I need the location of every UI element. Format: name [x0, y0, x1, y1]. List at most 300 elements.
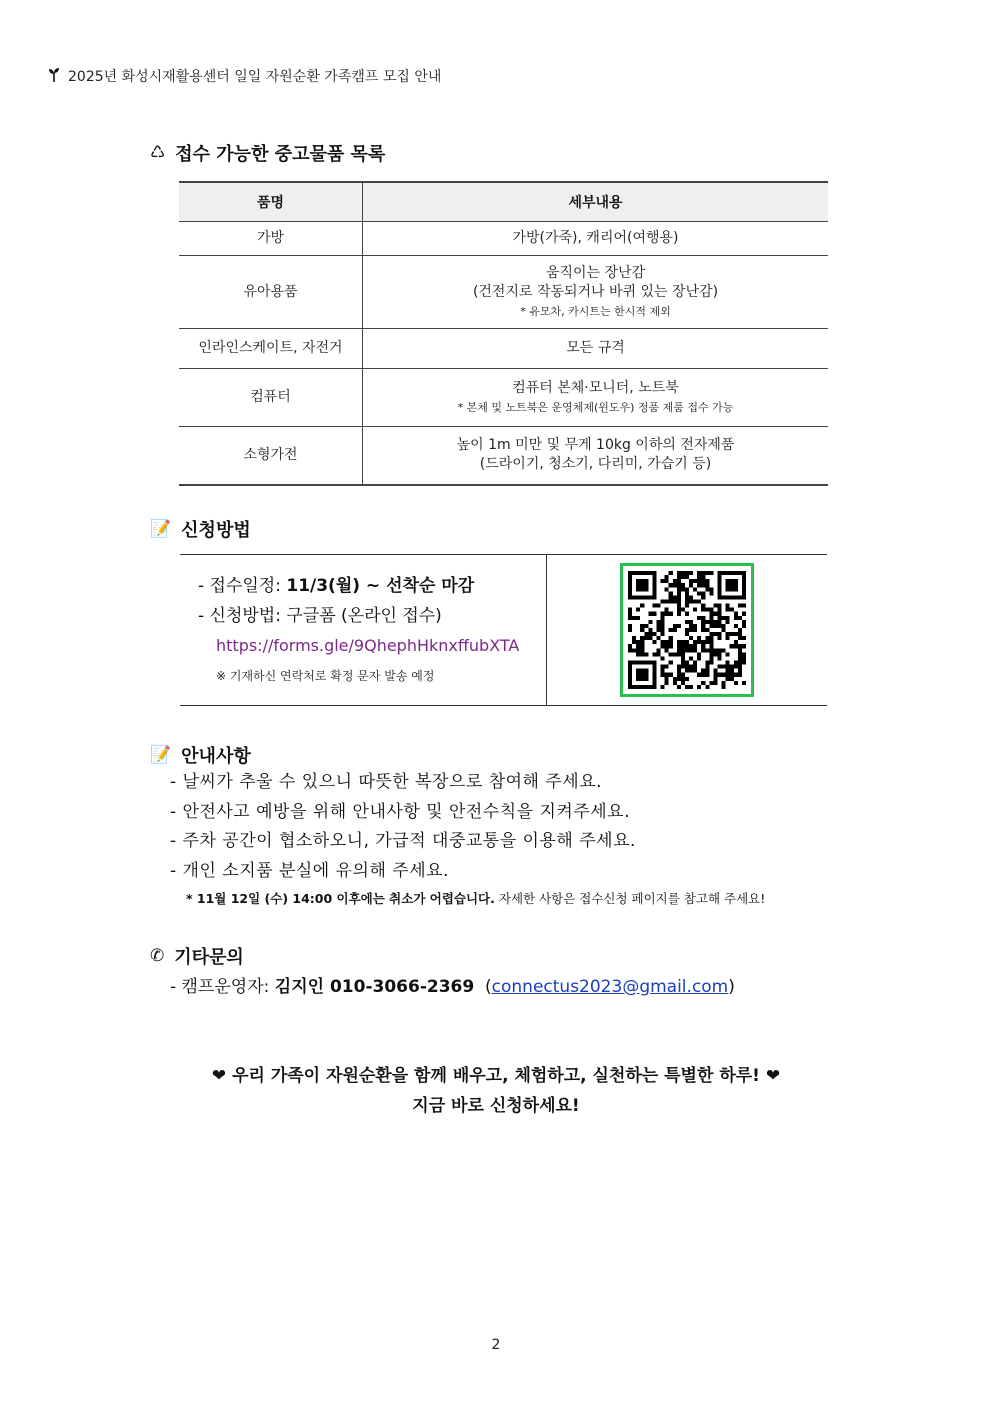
- qr-module: [742, 575, 746, 579]
- document-header: [48, 66, 441, 86]
- qr-module: [697, 636, 701, 640]
- qr-module: [726, 571, 730, 575]
- qr-module: [677, 685, 681, 689]
- qr-module: [689, 648, 693, 652]
- qr-module: [742, 620, 746, 624]
- qr-module: [718, 624, 722, 628]
- qr-module: [697, 685, 701, 689]
- qr-module: [677, 579, 681, 583]
- qr-module: [656, 648, 660, 652]
- qr-module: [701, 604, 705, 608]
- qr-module: [677, 648, 681, 652]
- qr-module: [636, 640, 640, 644]
- qr-module: [656, 636, 660, 640]
- qr-module: [738, 673, 742, 677]
- qr-module: [636, 648, 640, 652]
- qr-module: [685, 632, 689, 636]
- qr-module: [648, 632, 652, 636]
- qr-module: [742, 583, 746, 587]
- qr-module: [722, 681, 726, 685]
- qr-module: [689, 583, 693, 587]
- qr-module: [697, 656, 701, 660]
- qr-module: [738, 652, 742, 656]
- qr-module: [644, 652, 648, 656]
- qr-module: [677, 587, 681, 591]
- qr-module: [665, 579, 669, 583]
- qr-module: [685, 669, 689, 673]
- qr-module: [689, 624, 693, 628]
- qr-module: [689, 665, 693, 669]
- qr-module: [718, 652, 722, 656]
- qr-module: [738, 571, 742, 575]
- qr-module: [652, 669, 656, 673]
- qr-module: [681, 575, 685, 579]
- qr-module: [665, 587, 669, 591]
- items-table-header: [179, 182, 828, 222]
- qr-module: [640, 661, 644, 665]
- table-row: [179, 427, 828, 485]
- qr-module: [697, 591, 701, 595]
- qr-module: [701, 640, 705, 644]
- qr-module: [697, 640, 701, 644]
- qr-module: [734, 595, 738, 599]
- qr-module: [685, 587, 689, 591]
- qr-module: [652, 571, 656, 575]
- qr-module: [697, 599, 701, 603]
- apply-box: [180, 554, 827, 706]
- detail-line: 움직이는 장난감: [545, 264, 646, 281]
- qr-module: [628, 608, 632, 612]
- qr-module: [697, 652, 701, 656]
- qr-module: [713, 669, 717, 673]
- qr-module: [685, 685, 689, 689]
- qr-module: [669, 644, 673, 648]
- qr-module: [628, 669, 632, 673]
- qr-module: [730, 579, 734, 583]
- qr-module: [722, 616, 726, 620]
- qr-module: [726, 583, 730, 587]
- qr-module: [681, 583, 685, 587]
- qr-module: [738, 661, 742, 665]
- qr-module: [661, 612, 665, 616]
- qr-module: [628, 575, 632, 579]
- qr-module: [701, 648, 705, 652]
- qr-module: [652, 685, 656, 689]
- qr-module: [734, 612, 738, 616]
- qr-module: [681, 673, 685, 677]
- qr-module: [705, 685, 709, 689]
- qr-module: [648, 628, 652, 632]
- notice-section-title: [150, 742, 251, 768]
- qr-module: [701, 673, 705, 677]
- qr-module: [689, 571, 693, 575]
- apply-method: - 신청방법: 구글폼 (온라인 접수): [198, 606, 442, 626]
- qr-module: [640, 677, 644, 681]
- qr-module: [722, 571, 726, 575]
- qr-module: [722, 595, 726, 599]
- qr-module: [640, 604, 644, 608]
- qr-module: [681, 648, 685, 652]
- recycle-icon: ♺: [150, 143, 166, 163]
- qr-module: [665, 677, 669, 681]
- qr-module: [644, 661, 648, 665]
- qr-module: [656, 652, 660, 656]
- qr-module: [742, 644, 746, 648]
- cancel-notice: [186, 889, 765, 907]
- qr-module: [677, 595, 681, 599]
- qr-module: [628, 665, 632, 669]
- qr-module: [628, 571, 632, 575]
- qr-module: [705, 661, 709, 665]
- qr-module: [734, 673, 738, 677]
- qr-module: [689, 685, 693, 689]
- qr-module: [681, 677, 685, 681]
- qr-module: [701, 644, 705, 648]
- qr-module: [726, 677, 730, 681]
- qr-module: [718, 648, 722, 652]
- qr-module: [632, 571, 636, 575]
- qr-module: [709, 648, 713, 652]
- qr-module: [685, 640, 689, 644]
- qr-module: [681, 661, 685, 665]
- qr-module: [636, 673, 640, 677]
- qr-module: [693, 648, 697, 652]
- qr-module: [677, 652, 681, 656]
- qr-module: [742, 587, 746, 591]
- qr-module: [693, 608, 697, 612]
- qr-module: [730, 595, 734, 599]
- contact-email-link[interactable]: connectus2023@gmail.com: [491, 977, 729, 997]
- qr-module: [742, 571, 746, 575]
- qr-module: [742, 595, 746, 599]
- schedule-value: 11/3(월) ~ 선착순 마감: [286, 576, 475, 596]
- qr-module: [689, 628, 693, 632]
- qr-module: [730, 608, 734, 612]
- qr-module: [632, 640, 636, 644]
- qr-module: [697, 616, 701, 620]
- qr-module: [718, 591, 722, 595]
- qr-module: [661, 579, 665, 583]
- qr-module: [636, 644, 640, 648]
- qr-module: [665, 608, 669, 612]
- qr-module: [636, 595, 640, 599]
- qr-module: [722, 648, 726, 652]
- qr-module: [709, 681, 713, 685]
- qr-module: [713, 652, 717, 656]
- qr-module: [689, 644, 693, 648]
- qr-module: [669, 628, 673, 632]
- qr-module: [701, 628, 705, 632]
- qr-module: [742, 681, 746, 685]
- table-row: [179, 256, 828, 329]
- qr-module: [734, 661, 738, 665]
- qr-module: [742, 604, 746, 608]
- qr-module: [701, 669, 705, 673]
- qr-module: [709, 652, 713, 656]
- qr-module: [742, 624, 746, 628]
- qr-module: [648, 685, 652, 689]
- qr-module: [661, 628, 665, 632]
- qr-module: [705, 673, 709, 677]
- qr-module: [640, 644, 644, 648]
- qr-module: [701, 624, 705, 628]
- qr-module: [726, 665, 730, 669]
- qr-module: [726, 579, 730, 583]
- qr-module: [677, 669, 681, 673]
- qr-module: [705, 620, 709, 624]
- qr-module: [673, 583, 677, 587]
- qr-module: [665, 673, 669, 677]
- contact-line: - 캠프운영자: 김지인 010-3066-2369 (connectus2023@gmail.com): [170, 977, 735, 997]
- qr-module: [726, 669, 730, 673]
- qr-module: [669, 595, 673, 599]
- detail-line: (드라이기, 청소기, 다리미, 가습기 등): [479, 456, 712, 473]
- qr-code-image: [628, 571, 746, 689]
- qr-module: [628, 681, 632, 685]
- qr-module: [661, 644, 665, 648]
- qr-module: [665, 644, 669, 648]
- qr-module: [628, 591, 632, 595]
- qr-module: [738, 632, 742, 636]
- qr-module: [693, 587, 697, 591]
- qr-module: [705, 579, 709, 583]
- list-item: - 날씨가 추울 수 있으니 따뜻한 복장으로 참여해 주세요.: [170, 772, 603, 792]
- qr-module: [636, 669, 640, 673]
- qr-module: [628, 583, 632, 587]
- qr-module: [693, 669, 697, 673]
- qr-module: [718, 612, 722, 616]
- qr-module: [644, 673, 648, 677]
- qr-module: [640, 640, 644, 644]
- qr-module: [652, 632, 656, 636]
- qr-module: [640, 579, 644, 583]
- qr-module: [734, 587, 738, 591]
- qr-module: [652, 583, 656, 587]
- detail-note: * 본체 및 노트북은 운영체제(윈도우) 정품 제품 접수 가능: [457, 400, 734, 414]
- qr-module: [718, 595, 722, 599]
- qr-module: [677, 608, 681, 612]
- list-item: - 안전사고 예방을 위해 안내사항 및 안전수칙을 지켜주세요.: [170, 801, 630, 822]
- list-item: - 개인 소지품 분실에 유의해 주세요.: [170, 860, 449, 881]
- qr-module: [685, 571, 689, 575]
- qr-module: [709, 591, 713, 595]
- memo-pencil-icon: 📝: [150, 745, 172, 765]
- qr-module: [689, 620, 693, 624]
- qr-module: [709, 644, 713, 648]
- item-detail: [363, 369, 829, 427]
- qr-module: [705, 608, 709, 612]
- qr-module: [665, 612, 669, 616]
- qr-module: [628, 579, 632, 583]
- qr-module: [669, 599, 673, 603]
- qr-module: [689, 636, 693, 640]
- qr-module: [718, 608, 722, 612]
- qr-module: [693, 579, 697, 583]
- qr-module: [681, 665, 685, 669]
- qr-module: [730, 644, 734, 648]
- qr-module: [734, 616, 738, 620]
- qr-module: [648, 661, 652, 665]
- qr-module: [734, 571, 738, 575]
- qr-module: [648, 620, 652, 624]
- qr-module: [738, 616, 742, 620]
- qr-module: [701, 579, 705, 583]
- qr-module: [640, 595, 644, 599]
- qr-module: [718, 571, 722, 575]
- apply-form-link[interactable]: https://forms.gle/9QhephHknxffubXTA: [216, 636, 520, 655]
- qr-module: [652, 587, 656, 591]
- qr-module: [738, 656, 742, 660]
- qr-module: [726, 620, 730, 624]
- qr-module: [709, 640, 713, 644]
- qr-module: [685, 599, 689, 603]
- qr-module: [693, 624, 697, 628]
- qr-module: [726, 636, 730, 640]
- detail-line: (건전지로 작동되거나 바퀴 있는 장난감): [472, 283, 719, 300]
- qr-module: [701, 620, 705, 624]
- qr-module: [640, 648, 644, 652]
- qr-module: [742, 579, 746, 583]
- qr-module: [652, 681, 656, 685]
- qr-module: [665, 648, 669, 652]
- qr-module: [718, 620, 722, 624]
- memo-pencil-icon: 📝: [150, 519, 172, 539]
- qr-module: [697, 571, 701, 575]
- qr-module: [677, 677, 681, 681]
- table-row: [179, 222, 828, 256]
- qr-module: [636, 571, 640, 575]
- qr-module: [661, 599, 665, 603]
- qr-module: [628, 648, 632, 652]
- qr-module: [685, 665, 689, 669]
- qr-module: [677, 612, 681, 616]
- qr-module: [738, 644, 742, 648]
- qr-module: [730, 632, 734, 636]
- qr-module: [656, 620, 660, 624]
- qr-module: [636, 685, 640, 689]
- qr-module: [652, 652, 656, 656]
- qr-module: [628, 628, 632, 632]
- qr-module: [640, 587, 644, 591]
- qr-module: [701, 681, 705, 685]
- qr-module: [661, 624, 665, 628]
- item-name: 인라인스케이트, 자전거: [179, 329, 363, 369]
- qr-module: [652, 604, 656, 608]
- qr-module: [689, 599, 693, 603]
- qr-module: [669, 612, 673, 616]
- qr-module: [661, 669, 665, 673]
- qr-module: [681, 571, 685, 575]
- col-header-name: 품명: [179, 182, 363, 222]
- qr-module: [713, 681, 717, 685]
- qr-module: [665, 599, 669, 603]
- qr-module: [640, 673, 644, 677]
- qr-module: [685, 604, 689, 608]
- qr-module: [722, 673, 726, 677]
- qr-module: [656, 604, 660, 608]
- qr-module: [640, 624, 644, 628]
- qr-module: [636, 608, 640, 612]
- qr-module: [669, 661, 673, 665]
- qr-module: [677, 604, 681, 608]
- qr-module: [713, 632, 717, 636]
- apply-info: [180, 555, 547, 705]
- qr-module: [648, 571, 652, 575]
- qr-module: [628, 616, 632, 620]
- qr-module: [628, 587, 632, 591]
- qr-module: [677, 673, 681, 677]
- qr-module: [628, 677, 632, 681]
- qr-module: [681, 644, 685, 648]
- qr-module: [730, 583, 734, 587]
- qr-module: [648, 612, 652, 616]
- qr-module: [693, 640, 697, 644]
- qr-module: [701, 571, 705, 575]
- qr-module: [628, 624, 632, 628]
- qr-module: [705, 636, 709, 640]
- qr-module: [636, 587, 640, 591]
- item-name: 소형가전: [179, 427, 363, 485]
- qr-module: [669, 652, 673, 656]
- qr-module: [677, 644, 681, 648]
- qr-module: [726, 632, 730, 636]
- items-section-title: [150, 140, 385, 166]
- qr-module: [665, 681, 669, 685]
- qr-module: [640, 583, 644, 587]
- qr-module: [734, 583, 738, 587]
- qr-module: [709, 616, 713, 620]
- qr-module: [685, 628, 689, 632]
- qr-module: [669, 673, 673, 677]
- qr-module: [709, 661, 713, 665]
- header-text: 2025년 화성시재활용센터 일일 자원순환 가족캠프 모집 안내: [68, 69, 442, 85]
- qr-module: [636, 677, 640, 681]
- qr-module: [738, 665, 742, 669]
- qr-module: [673, 624, 677, 628]
- qr-module: [693, 661, 697, 665]
- qr-module: [673, 579, 677, 583]
- qr-module: [644, 636, 648, 640]
- qr-module: [705, 587, 709, 591]
- qr-module: [713, 648, 717, 652]
- closing-text-1: 우리 가족이 자원순환을 함께 배우고, 체험하고, 실천하는 특별한 하루!: [232, 1066, 760, 1086]
- qr-module: [726, 661, 730, 665]
- qr-module: [636, 579, 640, 583]
- qr-module: [718, 665, 722, 669]
- qr-module: [713, 677, 717, 681]
- qr-module: [730, 571, 734, 575]
- qr-module: [693, 665, 697, 669]
- qr-module: [640, 669, 644, 673]
- qr-module: [705, 665, 709, 669]
- qr-module: [705, 648, 709, 652]
- qr-module: [644, 632, 648, 636]
- qr-code[interactable]: [620, 563, 754, 697]
- qr-module: [709, 632, 713, 636]
- qr-module: [669, 640, 673, 644]
- qr-module: [669, 591, 673, 595]
- qr-module: [713, 673, 717, 677]
- qr-module: [685, 661, 689, 665]
- detail-line: 모든 규격: [566, 340, 625, 356]
- item-name: 가방: [179, 222, 363, 256]
- qr-module: [661, 632, 665, 636]
- qr-module: [632, 648, 636, 652]
- qr-module: [656, 628, 660, 632]
- qr-module: [718, 636, 722, 640]
- qr-module: [644, 677, 648, 681]
- qr-module: [640, 636, 644, 640]
